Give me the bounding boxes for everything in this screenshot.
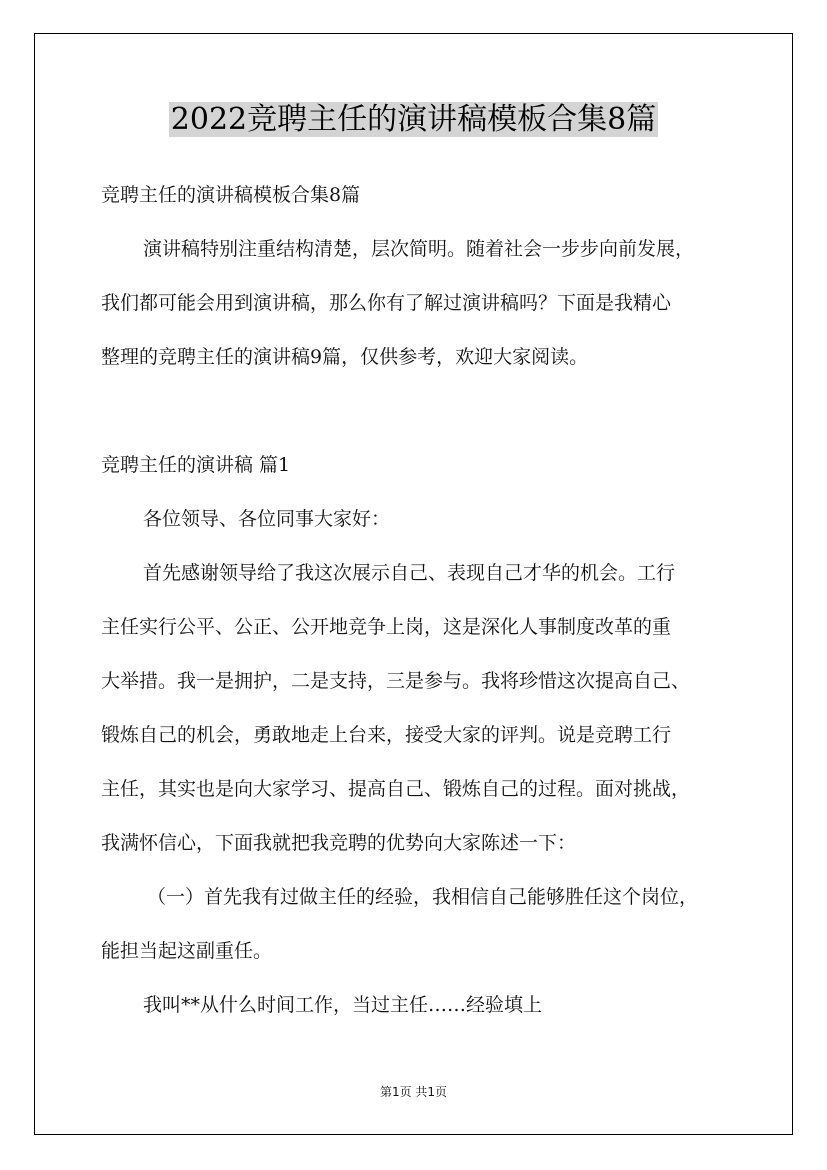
intro-line-2: 我们都可能会用到演讲稿，那么你有了解过演讲稿吗？下面是我精心 (101, 292, 672, 314)
intro-line-1: 演讲稿特别注重结构清楚，层次简明。随着社会一步步向前发展， (143, 238, 695, 260)
document-subtitle: 竞聘主任的演讲稿模板合集8篇 (101, 184, 361, 206)
document-title-wrap (35, 100, 792, 140)
last-line: 我叫**从什么时间工作，当过主任……经验填上 (143, 994, 543, 1016)
document-page (34, 33, 793, 1135)
intro-line-3: 整理的竞聘主任的演讲稿9篇，仅供参考，欢迎大家阅读。 (101, 346, 589, 368)
point1-line-1: （一）首先我有过做主任的经验，我相信自己能够胜任这个岗位， (147, 886, 699, 908)
greeting: 各位领导、各位同事大家好： (143, 508, 391, 530)
body-line-6: 我满怀信心，下面我就把我竞聘的优势向大家陈述一下： (101, 832, 577, 854)
page-footer: 第1页 共1页 (379, 1085, 448, 1099)
body-line-3: 大举措。我一是拥护，二是支持，三是参与。我将珍惜这次提高自己、 (101, 670, 691, 692)
point1-line-2: 能担当起这副重任。 (101, 940, 273, 962)
document-title: 2022竞聘主任的演讲稿模板合集8篇 (170, 102, 657, 137)
body-line-4: 锻炼自己的机会，勇敢地走上台来，接受大家的评判。说是竞聘工行 (101, 724, 672, 746)
body-line-2: 主任实行公平、公正、公开地竞争上岗，这是深化人事制度改革的重 (101, 616, 672, 638)
section-heading: 竞聘主任的演讲稿 篇1 (101, 454, 291, 476)
body-line-1: 首先感谢领导给了我这次展示自己、表现自己才华的机会。工行 (143, 562, 676, 584)
body-line-5: 主任，其实也是向大家学习、提高自己、锻炼自己的过程。面对挑战， (101, 778, 691, 800)
